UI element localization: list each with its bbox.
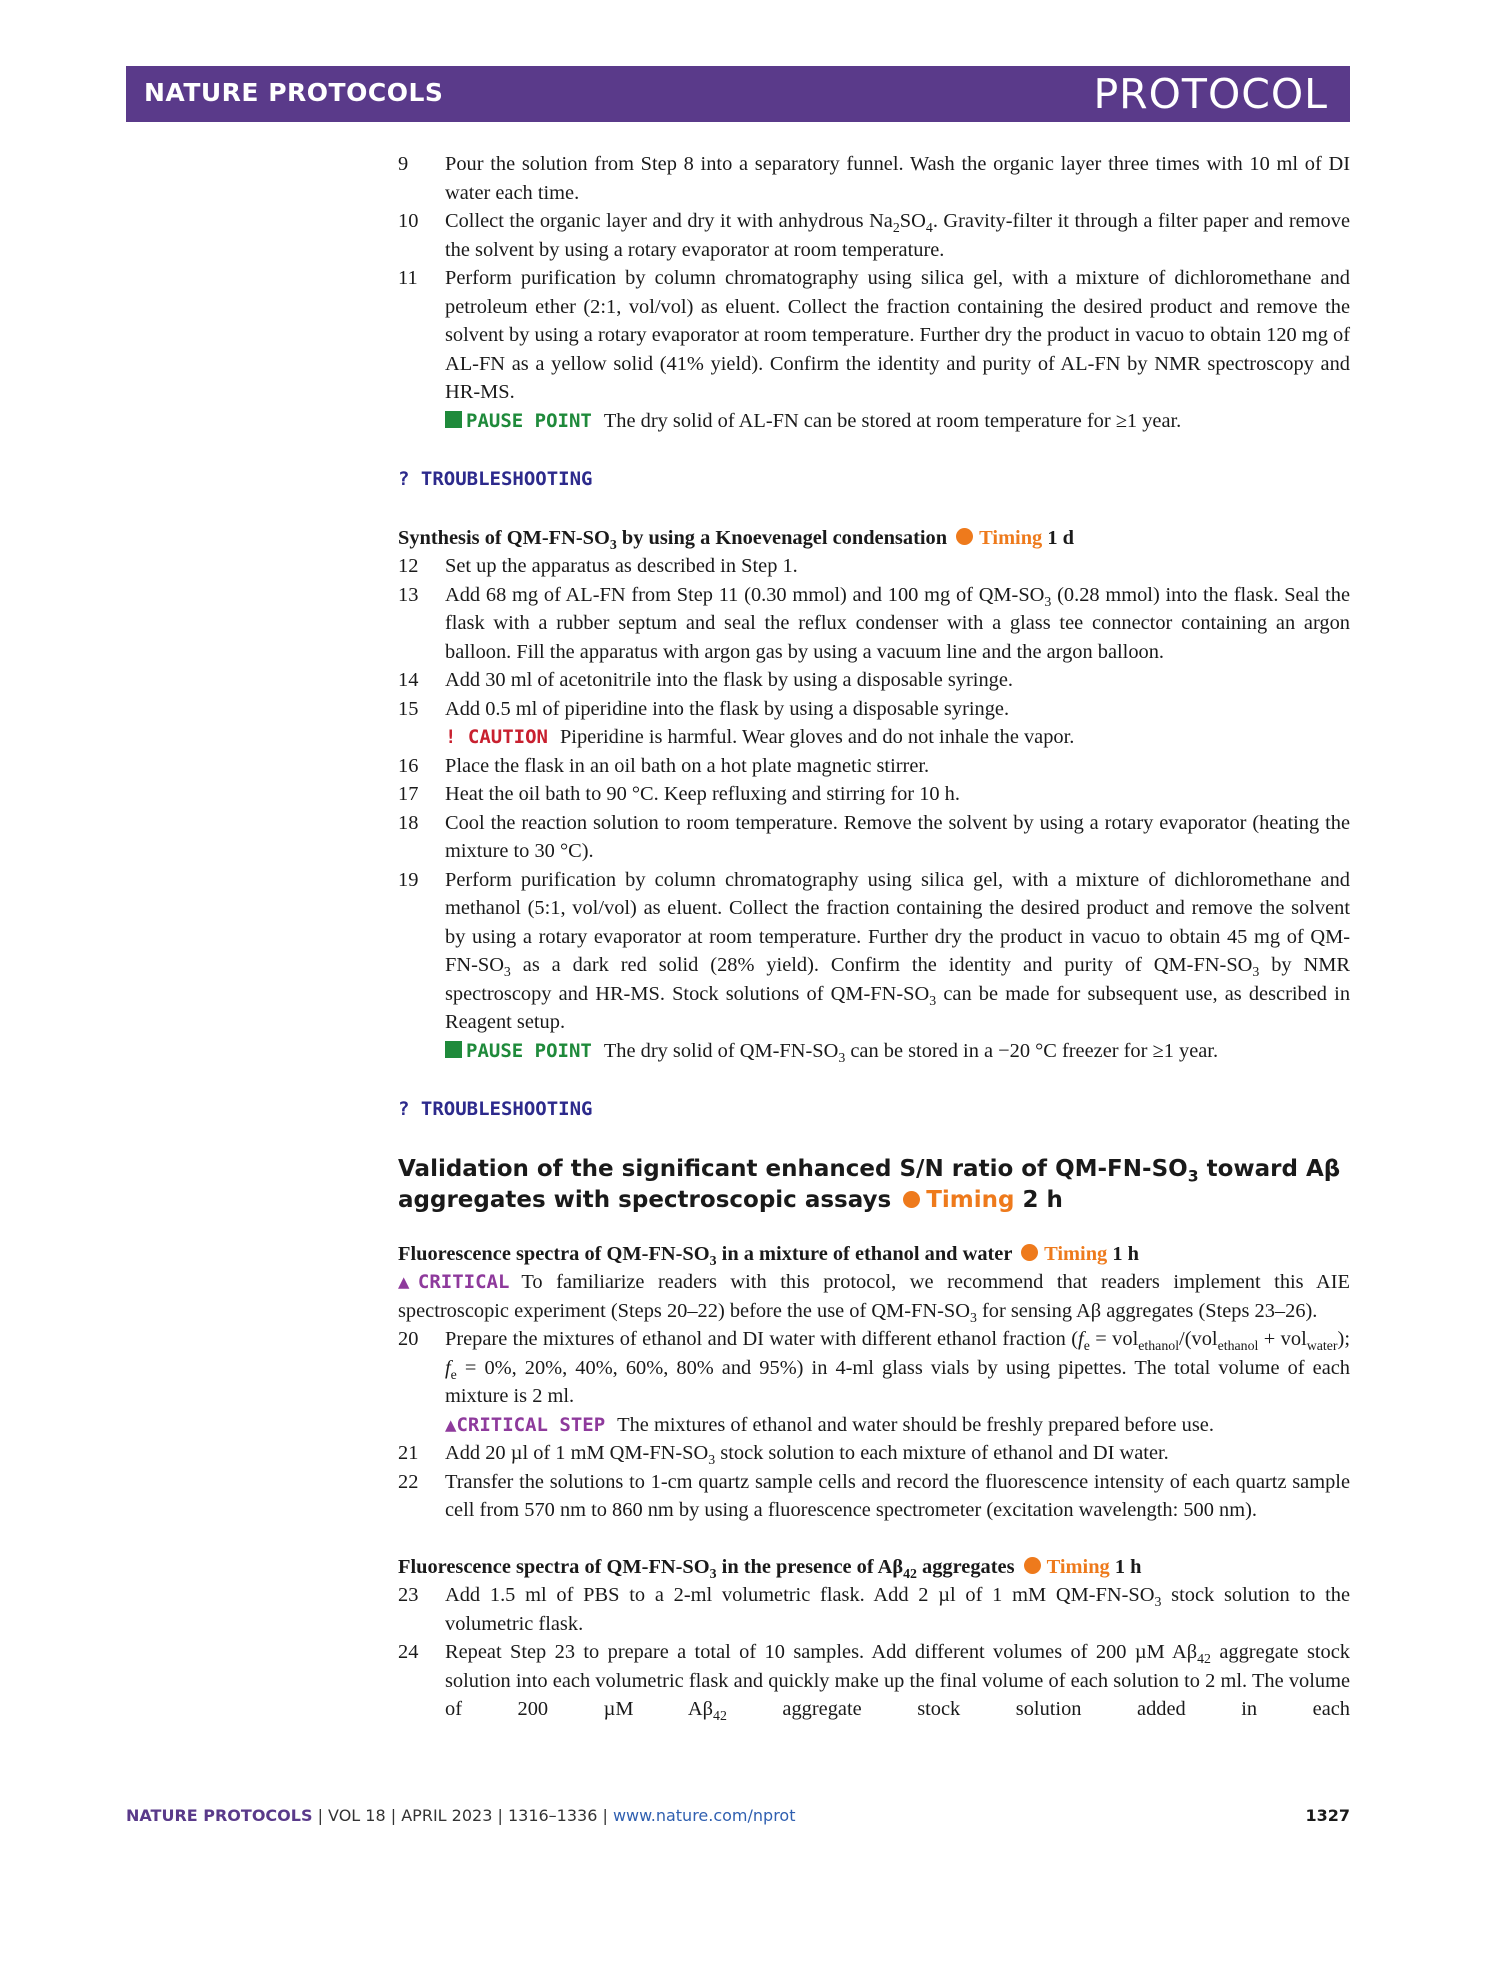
step-number: 24 <box>398 1641 419 1663</box>
section-validation-heading: Validation of the significant enhanced S/N ratio of $QM-FN-SO_3$ toward Aβ aggregates with spectroscopic assays Timing 2 h <box>398 1155 1341 1213</box>
step-11 <box>398 264 1350 407</box>
troubleshooting-link-2[interactable]: ? TROUBLESHOOTING <box>398 1098 593 1120</box>
timing-value: 1 d <box>1047 526 1075 549</box>
step-text: Perform purification by column chromatography using silica gel, with a mixture of dichloromethane and methanol (5:1, vol/vol) as eluent. Collect the fraction containing the desired product and remove the solvent by using a rotary evaporator at room temperature. Further dry the product in vacuo to obtain 45 mg of $QM-FN-SO_3$ as a dark red solid (28% yield). Confirm the identity and purity of $QM-FN-SO_3$ by NMR spectroscopy and HR-MS. Stock solutions of $QM-FN-SO_3$ can be made for subsequent use, as described in Reagent setup. <box>445 868 1351 1033</box>
step-17 <box>398 780 1350 809</box>
critical-step-text: The mixtures of ethanol and water should be freshly prepared before use. <box>617 1413 1214 1436</box>
step-text: Cool the reaction solution to room temperature. Remove the solvent by using a rotary evaporator (heating the mixture to 30 °C). <box>445 811 1350 862</box>
subsection-fluorescence-ethanol-heading: Fluorescence spectra of $QM-FN-SO_3$ in a mixture of ethanol and water Timing 1 h <box>398 1242 1139 1269</box>
step-text: Add 30 ml of acetonitrile into the flask by using a disposable syringe. <box>445 669 1014 691</box>
page-footer: NATURE PROTOCOLS | VOL 18 | APRIL 2023 | 1316–1336 | www.nature.com/nprot 1327 <box>126 1806 1350 1825</box>
timing-bullet-icon <box>1021 1244 1038 1261</box>
step-number: 16 <box>398 754 419 777</box>
header-article-type: PROTOCOL <box>1093 70 1328 118</box>
caution-text: Piperidine is harmful. Wear gloves and do not inhale the vapor. <box>559 726 1075 748</box>
pause-point-label: PAUSE POINT <box>466 1039 592 1062</box>
critical-label: ▲CRITICAL <box>398 1271 510 1293</box>
timing-bullet-icon <box>903 1191 920 1208</box>
timing-label: Timing <box>1046 1555 1110 1578</box>
header-journal-name: NATURE PROTOCOLS <box>144 78 444 107</box>
step-text: Perform purification by column chromatography using silica gel, with a mixture of dichloromethane and petroleum ether (2:1, vol/vol) as eluent. Collect the fraction containing the desired product and remove the solvent by using a rotary evaporator at room temperature. Further dry the product in vacuo to obtain 120 mg of AL-FN as a yellow solid (41% yield). Confirm the identity and purity of AL-FN by NMR spectroscopy and HR-MS. <box>445 267 1350 403</box>
step-14 <box>398 666 1350 695</box>
protocol-body <box>398 150 1350 1724</box>
caution-label: ! CAUTION <box>445 726 548 748</box>
step-15 <box>398 695 1350 724</box>
timing-label: Timing <box>926 1186 1015 1213</box>
step-number: 14 <box>398 669 419 691</box>
pause-point-note-2 <box>398 1037 1350 1066</box>
footer-date: APRIL 2023 <box>401 1806 493 1825</box>
step-text: Add 68 mg of AL-FN from Step 11 (0.30 mmol) and 100 mg of $QM-SO_3$ (0.28 mmol) into the flask. Seal the flask with a rubber septum and seal the reflux condenser with a glass tee connector containing an argon balloon. Fill the apparatus with argon gas by using a vacuum line and the argon balloon. <box>445 583 1350 663</box>
step-text: Collect the organic layer and dry it with anhydrous $Na_2SO_4$. Gravity-filter it through a filter paper and remove the solvent by using a rotary evaporator at room temperature. <box>445 210 1351 261</box>
step-number: 22 <box>398 1470 419 1493</box>
timing-label: Timing <box>979 526 1043 549</box>
pause-point-note <box>398 407 1350 436</box>
step-number: 11 <box>398 267 418 289</box>
pause-square-icon <box>445 1041 462 1058</box>
section-synthesis-heading: Synthesis of $QM-FN-SO_3$ by using a Knoevenagel condensation Timing 1 d <box>398 526 1075 553</box>
footer-journal-name: NATURE PROTOCOLS <box>126 1806 313 1825</box>
step-23 <box>398 1581 1350 1638</box>
timing-value: 2 h <box>1022 1186 1063 1213</box>
footer-url-link[interactable]: www.nature.com/nprot <box>612 1806 796 1825</box>
timing-value: 1 h <box>1112 1242 1139 1265</box>
step-number: 19 <box>398 868 419 891</box>
step-20 <box>398 1325 1350 1411</box>
step-text: Pour the solution from Step 8 into a separatory funnel. Wash the organic layer three times with 10 ml of DI water each time. <box>445 153 1350 204</box>
step-text: Add 1.5 ml of PBS to a 2-ml volumetric flask. Add 2 µl of 1 mM $QM-FN-SO_3$ stock solution to the volumetric flask. <box>445 1584 1350 1635</box>
step-24 <box>398 1638 1350 1724</box>
timing-bullet-icon <box>956 528 973 545</box>
page-number: 1327 <box>1305 1806 1350 1825</box>
pause-point-text: The dry solid of $QM-FN-SO_3$ can be stored in a −20 °C freezer for ≥1 year. <box>603 1039 1219 1066</box>
step-text: Place the flask in an oil bath on a hot plate magnetic stirrer. <box>445 754 930 777</box>
subsection-fluorescence-abeta-heading: Fluorescence spectra of $QM-FN-SO_3$ in the presence of $A\beta_{42}$ aggregates Timing 1 h <box>398 1555 1142 1582</box>
pause-point-text: The dry solid of AL-FN can be stored at room temperature for ≥1 year. <box>603 409 1182 432</box>
step-text: Prepare the mixtures of ethanol and DI water with different ethanol fraction ($f_e = vol_{ethanol}/(vol_{ethanol} + vol_{water})$; $f_e = 0\%$, 20%, 40%, 60%, 80% and 95%) in 4-ml glass vials by using pipettes. The total volume of each mixture is 2 ml. <box>445 1328 1350 1407</box>
step-number: 23 <box>398 1584 419 1606</box>
critical-note <box>398 1268 1350 1325</box>
step-text: Set up the apparatus as described in Step 1. <box>445 555 798 577</box>
caution-note <box>398 723 1350 752</box>
step-number: 21 <box>398 1442 419 1464</box>
step-text: Add 0.5 ml of piperidine into the flask by using a disposable syringe. <box>445 697 1010 720</box>
step-16 <box>398 752 1350 781</box>
critical-step-label: ▲CRITICAL STEP <box>445 1413 606 1436</box>
step-text: Repeat Step 23 to prepare a total of 10 samples. Add different volumes of 200 µM $A\beta_{42}$ aggregate stock solution into each volumetric flask and quickly make up the final volume of each solution to 2 ml. The volume of 200 µM $A\beta_{42}$ aggregate stock solution added in each <box>445 1641 1350 1724</box>
step-text: Heat the oil bath to 90 °C. Keep refluxing and stirring for 10 h. <box>445 783 960 805</box>
step-number: 20 <box>398 1328 419 1350</box>
step-text: Transfer the solutions to 1-cm quartz sample cells and record the fluorescence intensity of each quartz sample cell from 570 nm to 860 nm by using a fluorescence spectrometer (excitation wavelength: 500 nm). <box>445 1470 1350 1521</box>
pause-square-icon <box>445 411 462 428</box>
step-number: 13 <box>398 583 419 606</box>
step-22 <box>398 1468 1350 1525</box>
footer-pages: 1316–1336 <box>507 1806 598 1825</box>
timing-value: 1 h <box>1114 1555 1142 1578</box>
step-13 <box>398 581 1350 667</box>
page-header-banner <box>126 66 1350 122</box>
step-9 <box>398 150 1350 207</box>
step-19 <box>398 866 1350 1037</box>
step-number: 10 <box>398 210 419 232</box>
step-number: 9 <box>398 153 409 175</box>
pause-point-label: PAUSE POINT <box>466 409 592 432</box>
step-number: 15 <box>398 697 419 720</box>
critical-step-note <box>398 1411 1350 1440</box>
step-text: Add 20 µl of 1 mM $QM-FN-SO_3$ stock solution to each mixture of ethanol and DI water. <box>445 1442 1169 1468</box>
step-number: 17 <box>398 783 419 805</box>
critical-text: To familiarize readers with this protocol, we recommend that readers implement this AIE spectroscopic experiment (Steps 20–22) before the use of $QM-FN-SO_3$ for sensing Aβ aggregates (Steps 23–26). <box>398 1271 1351 1326</box>
step-number: 12 <box>398 555 419 577</box>
timing-bullet-icon <box>1024 1557 1041 1574</box>
step-number: 18 <box>398 811 419 834</box>
step-21 <box>398 1439 1350 1468</box>
step-10 <box>398 207 1350 264</box>
step-18 <box>398 809 1350 866</box>
step-12 <box>398 552 1350 581</box>
footer-volume: VOL 18 <box>328 1806 386 1825</box>
troubleshooting-link-1[interactable]: ? TROUBLESHOOTING <box>398 468 593 490</box>
timing-label: Timing <box>1044 1242 1108 1265</box>
